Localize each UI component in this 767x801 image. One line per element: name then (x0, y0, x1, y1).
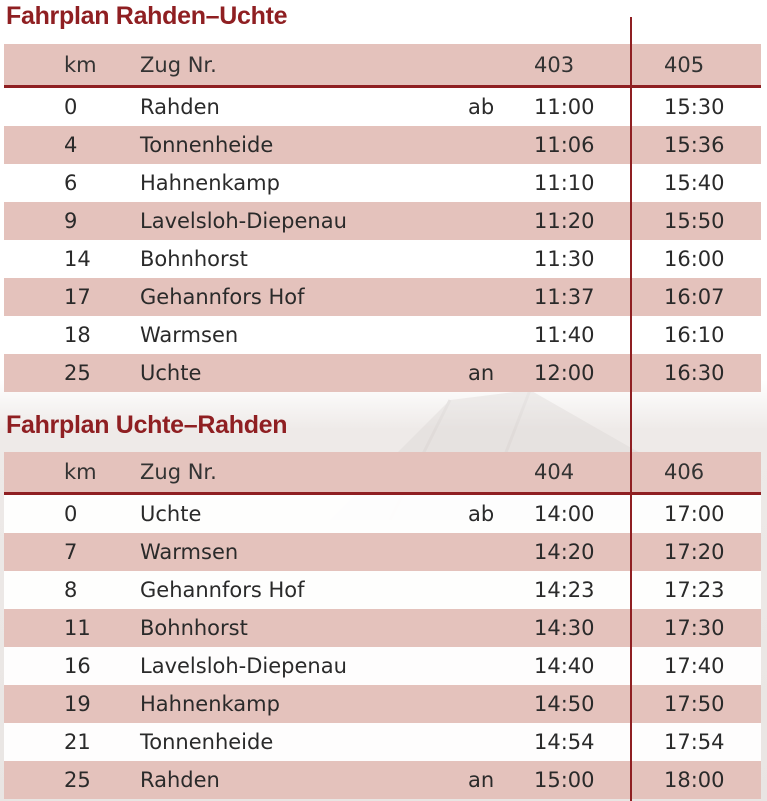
time-cell-b: 17:50 (664, 692, 725, 716)
time-cell-a: 12:00 (534, 361, 595, 385)
km-cell: 25 (64, 361, 91, 385)
time-cell-b: 15:36 (664, 133, 725, 157)
timetable-2-title: Fahrplan Uchte–Rahden (6, 411, 288, 439)
header-train-b: 406 (664, 460, 705, 484)
station-cell: Lavelsloh-Diepenau (140, 654, 347, 678)
table-row (4, 723, 761, 761)
station-cell: Rahden (140, 768, 220, 792)
table-row (4, 761, 761, 799)
table-row (4, 647, 761, 685)
station-cell: Gehannfors Hof (140, 285, 305, 309)
table-row (4, 354, 761, 392)
header-km: km (64, 52, 97, 77)
table-header-row (4, 452, 761, 495)
table-row (4, 202, 761, 240)
time-cell-a: 14:30 (534, 616, 595, 640)
table-row (4, 533, 761, 571)
table-row (4, 571, 761, 609)
time-cell-a: 14:50 (534, 692, 595, 716)
km-cell: 0 (64, 502, 78, 526)
km-cell: 14 (64, 247, 91, 271)
time-cell-a: 15:00 (534, 768, 595, 792)
km-cell: 16 (64, 654, 91, 678)
time-cell-a: 14:40 (534, 654, 595, 678)
time-cell-b: 17:20 (664, 540, 725, 564)
table-row (4, 495, 761, 533)
timetable-1-title: Fahrplan Rahden–Uchte (6, 2, 288, 30)
table-row (4, 164, 761, 202)
column-divider (630, 17, 632, 801)
station-cell: Bohnhorst (140, 247, 248, 271)
table-row (4, 126, 761, 164)
header-km: km (64, 460, 97, 484)
time-cell-a: 14:20 (534, 540, 595, 564)
header-train-b: 405 (664, 52, 705, 77)
time-cell-a: 11:40 (534, 323, 595, 347)
station-cell: Warmsen (140, 323, 239, 347)
station-cell: Tonnenheide (140, 133, 274, 157)
time-cell-b: 16:07 (664, 285, 725, 309)
station-cell: Hahnenkamp (140, 171, 280, 195)
table-row (4, 278, 761, 316)
time-cell-b: 18:00 (664, 768, 725, 792)
km-cell: 4 (64, 133, 78, 157)
table-header-row (4, 44, 761, 88)
station-cell: Uchte (140, 361, 202, 385)
time-cell-b: 17:30 (664, 616, 725, 640)
time-cell-b: 16:00 (664, 247, 725, 271)
time-cell-b: 16:30 (664, 361, 725, 385)
station-cell: Uchte (140, 502, 202, 526)
km-cell: 6 (64, 171, 78, 195)
time-cell-b: 17:54 (664, 730, 725, 754)
km-cell: 7 (64, 540, 78, 564)
table-row (4, 316, 761, 354)
header-train-number: Zug Nr. (140, 52, 217, 77)
arrival-mark: an (468, 768, 495, 792)
timetable-1 (4, 44, 761, 392)
time-cell-a: 11:10 (534, 171, 595, 195)
km-cell: 11 (64, 616, 91, 640)
km-cell: 19 (64, 692, 91, 716)
station-cell: Rahden (140, 95, 220, 119)
time-cell-b: 15:30 (664, 95, 725, 119)
station-cell: Gehannfors Hof (140, 578, 305, 602)
time-cell-b: 15:50 (664, 209, 725, 233)
time-cell-a: 14:00 (534, 502, 595, 526)
time-cell-a: 11:06 (534, 133, 595, 157)
km-cell: 18 (64, 323, 91, 347)
arrival-mark: an (468, 361, 495, 385)
station-cell: Bohnhorst (140, 616, 248, 640)
time-cell-a: 14:23 (534, 578, 595, 602)
table-row (4, 685, 761, 723)
time-cell-b: 15:40 (664, 171, 725, 195)
header-train-a: 404 (534, 460, 575, 484)
table-row (4, 240, 761, 278)
time-cell-b: 17:40 (664, 654, 725, 678)
timetable-2 (4, 452, 761, 799)
km-cell: 8 (64, 578, 78, 602)
departure-mark: ab (468, 95, 495, 119)
km-cell: 25 (64, 768, 91, 792)
km-cell: 0 (64, 95, 78, 119)
station-cell: Warmsen (140, 540, 239, 564)
time-cell-a: 11:37 (534, 285, 595, 309)
table-row (4, 88, 761, 126)
time-cell-b: 16:10 (664, 323, 725, 347)
time-cell-a: 14:54 (534, 730, 595, 754)
time-cell-a: 11:00 (534, 95, 595, 119)
km-cell: 17 (64, 285, 91, 309)
time-cell-b: 17:00 (664, 502, 725, 526)
km-cell: 21 (64, 730, 91, 754)
km-cell: 9 (64, 209, 78, 233)
table-row (4, 609, 761, 647)
station-cell: Hahnenkamp (140, 692, 280, 716)
time-cell-a: 11:30 (534, 247, 595, 271)
station-cell: Lavelsloh-Diepenau (140, 209, 347, 233)
time-cell-b: 17:23 (664, 578, 725, 602)
departure-mark: ab (468, 502, 495, 526)
time-cell-a: 11:20 (534, 209, 595, 233)
header-train-number: Zug Nr. (140, 460, 217, 484)
header-train-a: 403 (534, 52, 575, 77)
station-cell: Tonnenheide (140, 730, 274, 754)
